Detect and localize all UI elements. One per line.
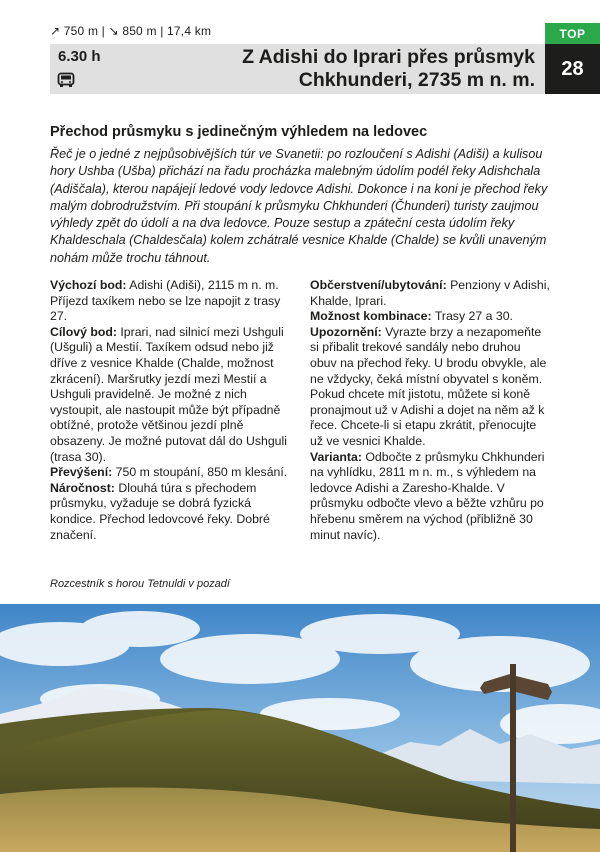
info-column-right (310, 278, 550, 543)
info-refreshment: Občerstvení/ubytování: Penziony v Adishi, Khalde, Iprari. (310, 278, 550, 308)
info-elevation: Převýšení: 750 m stoupání, 850 m klesání. (50, 465, 288, 480)
title-band (50, 44, 545, 94)
landscape-photo (0, 604, 600, 852)
info-start-point: Výchozí bod: Adishi (Adiši), 2115 m n. m. Příjezd taxíkem nebo se lze napojit z trasy 27. (50, 278, 281, 324)
info-column-left (50, 278, 290, 543)
info-difficulty: Náročnost: Dlouhá túra s přechodem průsmyku, vyžaduje se dobrá fyzická kondice. Přechod ledovcové řeky. Dobré značení. (50, 480, 270, 542)
duration: 6.30 h (58, 48, 101, 65)
info-combination: Možnost kombinace: Trasy 27 a 30. (310, 309, 513, 324)
info-end-point: Cílový bod: Iprari, nad silnicí mezi Ushguli (Ušguli) a Mestií. Taxíkem odsud nebo již dříve z vesnice Khalde (Chalde, možnost zkrácení). Maršrutky jezdí mezi Mestií a Ushguli pravidelně. Je možné z nich vystoupit, ale nastoupit může být případně obtížné, protože většinou jezdí plně obsazeny. Je možné putovat dál do Ushguli (trasa 30). (50, 324, 287, 464)
bus-icon (57, 72, 75, 88)
route-number: 28 (545, 44, 600, 94)
route-stats: ↗ 750 m | ↘ 850 m | 17,4 km (50, 24, 212, 38)
top-badge: TOP (545, 23, 600, 44)
info-warning: Upozornění: Vyrazte brzy a nezapomeňte si přibalit trekové sandály nebo druhou obuv na přechod řeky. U brodu obvykle, ale ne vždycky, čeká místní obyvatel s koněm. Pokud chcete mít jistotu, můžete si koně pronajmout už v Adishi a dojet na něm až k řece. Chcete-li si etapu zkrátit, přenocujte už ve vesnici Khalde. (310, 324, 547, 448)
photo-caption: Rozcestník s horou Tetnuldi v pozadí (50, 578, 230, 590)
page-title: Z Adishi do Iprari přes průsmyk Chkhunderi, 2735 m n. m. (242, 46, 535, 91)
info-variant: Varianta: Odbočte z průsmyku Chkhunderi na vyhlídku, 2811 m n. m., s výhledem na ledovce Adishi a Zaresho-Khalde. V průsmyku odbočte vlevo a běžte vzhůru po hřebenu směrem na východ (přibližně 30 minut navíc). (310, 449, 545, 542)
intro-text: Řeč je o jedné z nejpůsobivějších túr ve Svanetii: po rozloučení s Adishi (Adiši) a kulisou hory Ushba (Ušba) přichází na řadu procházka malebným údolím podél řeky Adishchala (Adiščala), kterou napájejí ledové vody ledovce Adishi. Dokonce i na koni je přechod řeky malým dobrodružstvím. Při stoupání k průsmyku Chkhunderi (Čhunderi) turisty zaujmou výhledy zpět do údolí a na dva ledovce. Pouze sestup a zpáteční cesta údolím řeky Khaldeschala (Chaldesčala) kolem zchátralé vesnice Khalde (Chalde) se kvůli unaveným nohám může trochu táhnout. (50, 147, 548, 265)
section-heading: Přechod průsmyku s jedinečným výhledem na ledovec (50, 124, 428, 140)
